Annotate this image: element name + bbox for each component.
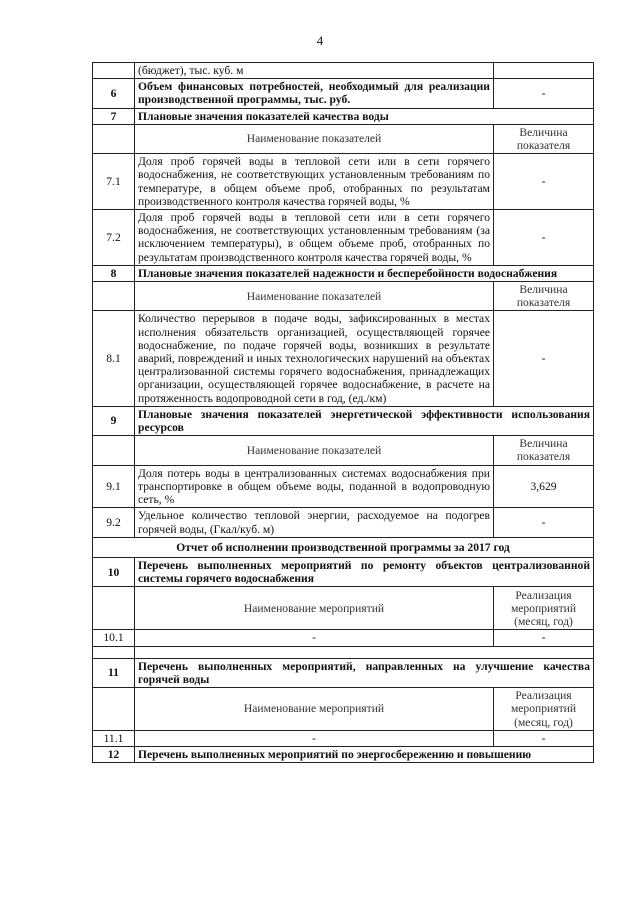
column-header-value: Величина показателя xyxy=(494,282,594,311)
row-text: (бюджет), тыс. куб. м xyxy=(135,63,494,79)
table-row xyxy=(93,630,594,646)
table-row xyxy=(93,646,594,658)
row-value: - xyxy=(494,311,594,406)
row-number: 12 xyxy=(93,747,135,763)
page-number: 4 xyxy=(316,33,324,48)
table-row xyxy=(93,747,594,763)
row-value: 3,629 xyxy=(494,465,594,508)
table-header-row xyxy=(93,436,594,465)
row-text: - xyxy=(135,730,494,746)
table-row xyxy=(93,108,594,124)
row-text: - xyxy=(135,630,494,646)
row-value: - xyxy=(494,730,594,746)
section-heading: Плановые значения показателей качества воды xyxy=(135,108,594,124)
column-header-value: Величина показателя xyxy=(494,436,594,465)
row-text: Доля потерь воды в централизованных системах водоснабжения при транспортировке в общем объеме воды, поданной в водопроводную сеть, % xyxy=(135,465,494,508)
row-value: - xyxy=(494,210,594,266)
row-number: 11 xyxy=(93,658,135,687)
row-number: 8.1 xyxy=(93,311,135,406)
production-program-table xyxy=(92,62,594,763)
table-header-row xyxy=(93,687,594,730)
section-heading: Плановые значения показателей надежности и бесперебойности водоснабжения xyxy=(135,265,594,281)
row-text: Доля проб горячей воды в тепловой сети или в сети горячего водоснабжения, не соответствующих установленным требованиям по температуре, в общем объеме проб, отобранных по результатам производственного контроля качества горячей воды, % xyxy=(135,154,494,210)
column-header-name: Наименование мероприятий xyxy=(135,587,494,630)
row-number: 9.2 xyxy=(93,508,135,537)
row-value: - xyxy=(494,79,594,108)
table-header-row xyxy=(93,124,594,153)
row-value: - xyxy=(494,154,594,210)
column-header-value: Реализация мероприятий (месяц, год) xyxy=(494,587,594,630)
table-row xyxy=(93,210,594,266)
row-number: 7.1 xyxy=(93,154,135,210)
table-header-row xyxy=(93,587,594,630)
table-row xyxy=(93,508,594,537)
row-number xyxy=(93,63,135,79)
row-number: 8 xyxy=(93,265,135,281)
column-header-value: Величина показателя xyxy=(494,124,594,153)
table-row xyxy=(93,265,594,281)
row-text: Количество перерывов в подаче воды, зафиксированных в местах исполнения обязательств организацией, осуществляющей горячее водоснабжение, по подаче горячей воды, возникших в результате аварий, повреждений и иных технологических нарушений на объектах централизованной системы горячего водоснабжения, принадлежащих организации, осуществляющей горячее водоснабжение, в расчете на протяженность водопроводной сети в год, (ед./км) xyxy=(135,311,494,406)
table-row xyxy=(93,658,594,687)
section-heading: Перечень выполненных мероприятий по ремонту объектов централизованной системы горячего водоснабжения xyxy=(135,557,594,586)
row-number: 7.2 xyxy=(93,210,135,266)
row-number: 11.1 xyxy=(93,730,135,746)
row-text: Доля проб горячей воды в тепловой сети или в сети горячего водоснабжения, не соответствующих установленным требованиям (за исключением температуры), в общем объеме проб, отобранных по результатам производственного контроля качества горячей воды, % xyxy=(135,210,494,266)
table-row xyxy=(93,730,594,746)
table-row xyxy=(93,311,594,406)
table-row xyxy=(93,465,594,508)
row-number: 10 xyxy=(93,557,135,586)
table-row xyxy=(93,557,594,586)
column-header-name: Наименование показателей xyxy=(135,124,494,153)
row-text: Объем финансовых потребностей, необходимый для реализации производственной программы, тыс. руб. xyxy=(135,79,494,108)
row-value: - xyxy=(494,508,594,537)
column-header-value: Реализация мероприятий (месяц, год) xyxy=(494,687,594,730)
report-title: Отчет об исполнении производственной программы за 2017 год xyxy=(93,537,594,557)
row-value xyxy=(494,63,594,79)
row-number: 6 xyxy=(93,79,135,108)
row-text: Удельное количество тепловой энергии, расходуемое на подогрев горячей воды, (Гкал/куб. м) xyxy=(135,508,494,537)
row-number: 9 xyxy=(93,406,135,435)
table-header-row xyxy=(93,282,594,311)
row-number: 10.1 xyxy=(93,630,135,646)
table-row xyxy=(93,537,594,557)
column-header-name: Наименование показателей xyxy=(135,282,494,311)
row-number: 9.1 xyxy=(93,465,135,508)
table-row xyxy=(93,154,594,210)
column-header-name: Наименование показателей xyxy=(135,436,494,465)
column-header-name: Наименование мероприятий xyxy=(135,687,494,730)
table-row xyxy=(93,79,594,108)
table-row xyxy=(93,406,594,435)
row-value: - xyxy=(494,630,594,646)
row-number: 7 xyxy=(93,108,135,124)
section-heading: Перечень выполненных мероприятий по энергосбережению и повышению xyxy=(135,747,594,763)
section-heading: Плановые значения показателей энергетической эффективности использования ресурсов xyxy=(135,406,594,435)
table-row xyxy=(93,63,594,79)
section-heading: Перечень выполненных мероприятий, направленных на улучшение качества горячей воды xyxy=(135,658,594,687)
